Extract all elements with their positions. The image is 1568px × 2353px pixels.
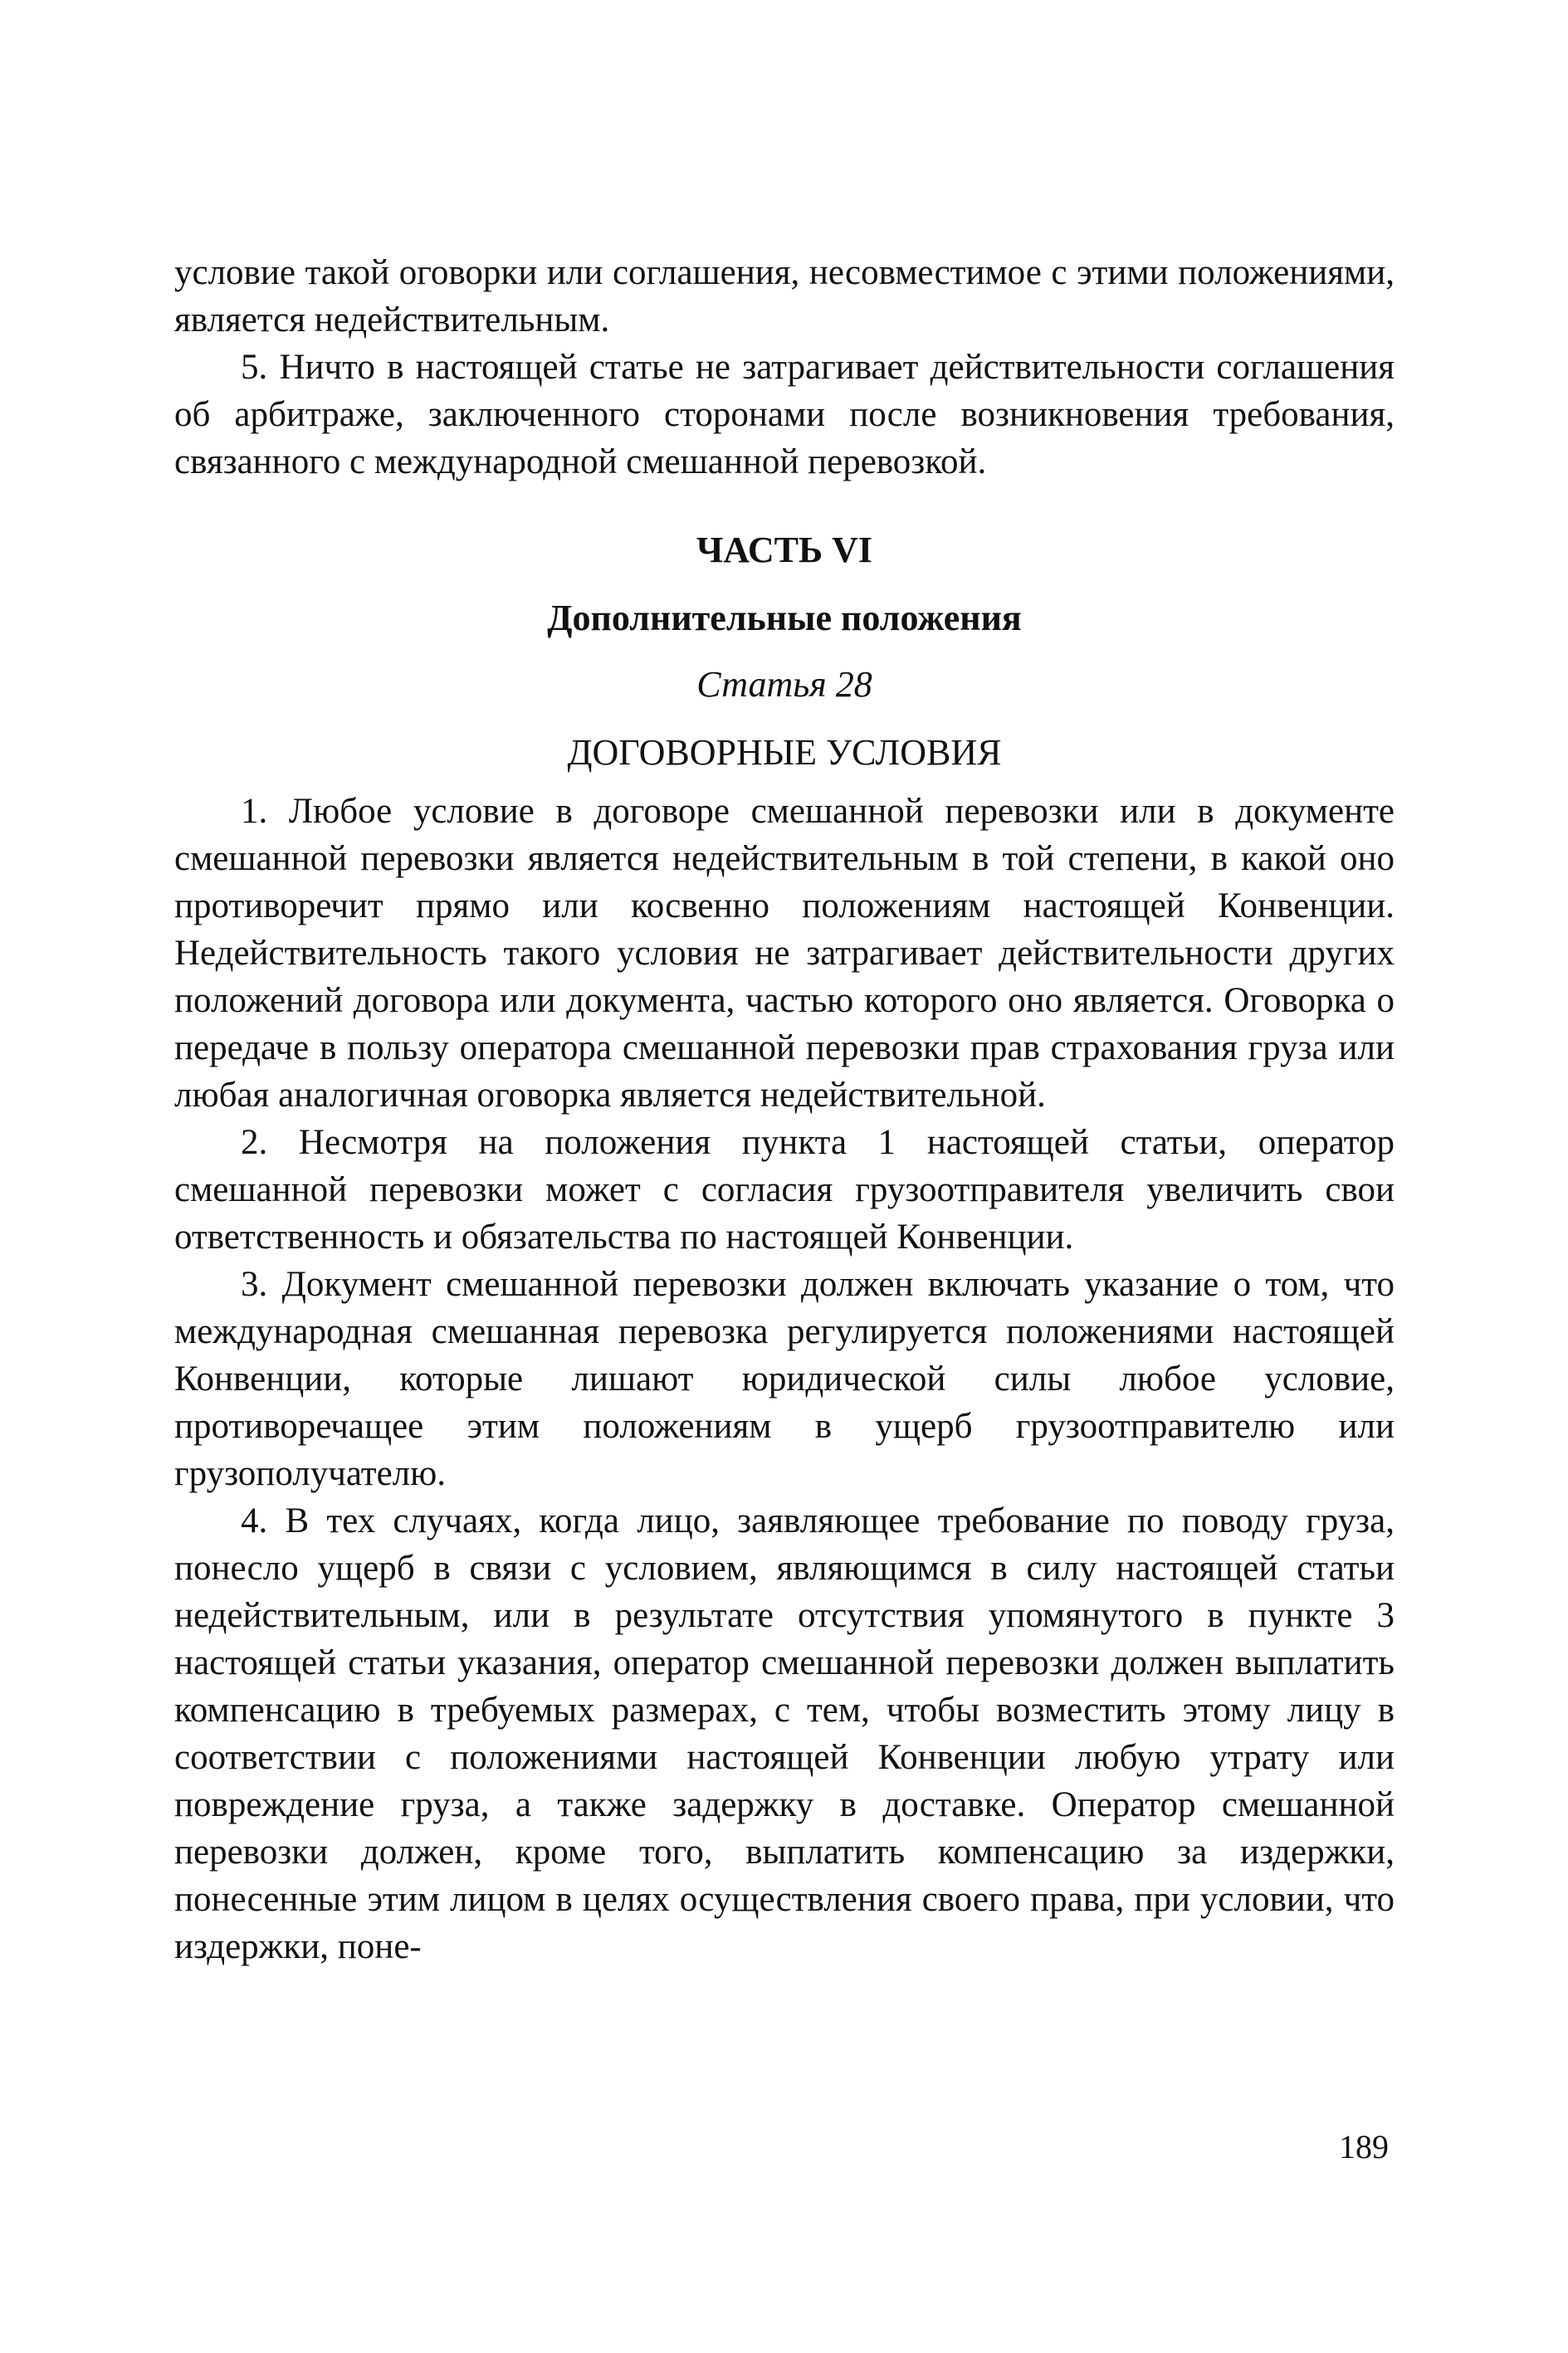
article-title: ДОГОВОРНЫЕ УСЛОВИЯ <box>567 732 1002 773</box>
article-paragraph-4: 4. В тех случаях, когда лицо, заявляющее требование по поводу груза, понесло ущерб в связи с условием, являющимся в силу настоящей статьи недействительным, или в результате отсутствия упомянутого в пункте 3 настоящей статьи указания, оператор смешанной перевозки должен выплатить компенсацию в требуемых размерах, с тем, чтобы возместить этому лицу в соответствии с положениями настоящей Конвенции любую утрату или повреждение груза, а также задержку в доставке. Оператор смешанной перевозки должен, кроме того, выплатить компенсацию за издержки, понесенные этим лицом в целях осуществления своего права, при условии, что издержки, поне- <box>174 1501 1395 1966</box>
part-title: ЧАСТЬ VI <box>696 530 872 570</box>
document-page <box>174 249 1395 1970</box>
part-subtitle: Дополнительные положения <box>547 598 1022 638</box>
article-number: Статья 28 <box>696 664 872 705</box>
article-paragraph-3: 3. Документ смешанной перевозки должен включать указание о том, что международная смешанная перевозка регулируется положениями настоящей Конвенции, которые лишают юридической силы любое условие, противоречащее этим положениям в ущерб грузоотправителю или грузополучателю. <box>174 1265 1395 1493</box>
paragraph-item-5: 5. Ничто в настоящей статье не затрагивает действительности соглашения об арбитраже, заключенного сторонами после возникновения требования, связанного с международной смешанной перевозкой. <box>174 348 1395 481</box>
article-paragraph-2: 2. Несмотря на положения пункта 1 настоящей статьи, оператор смешанной перевозки может с согласия грузоотправителя увеличить свои ответственность и обязательства по настоящей Конвенции. <box>174 1123 1395 1257</box>
continuation-paragraph: условие такой оговорки или соглашения, несовместимое с этими положениями, является недействительным. <box>174 253 1395 339</box>
page-number: 189 <box>1339 2128 1389 2165</box>
article-paragraph-1: 1. Любое условие в договоре смешанной перевозки или в документе смешанной перевозки является недействительным в той степени, в какой оно противоречит прямо или косвенно положениям настоящей Конвенции. Недействительность такого условия не затрагивает действительности других положений договора или документа, частью которого оно является. Оговорка о передаче в пользу оператора смешанной перевозки прав страхования груза или любая аналогичная оговорка является недействительной. <box>174 792 1395 1115</box>
